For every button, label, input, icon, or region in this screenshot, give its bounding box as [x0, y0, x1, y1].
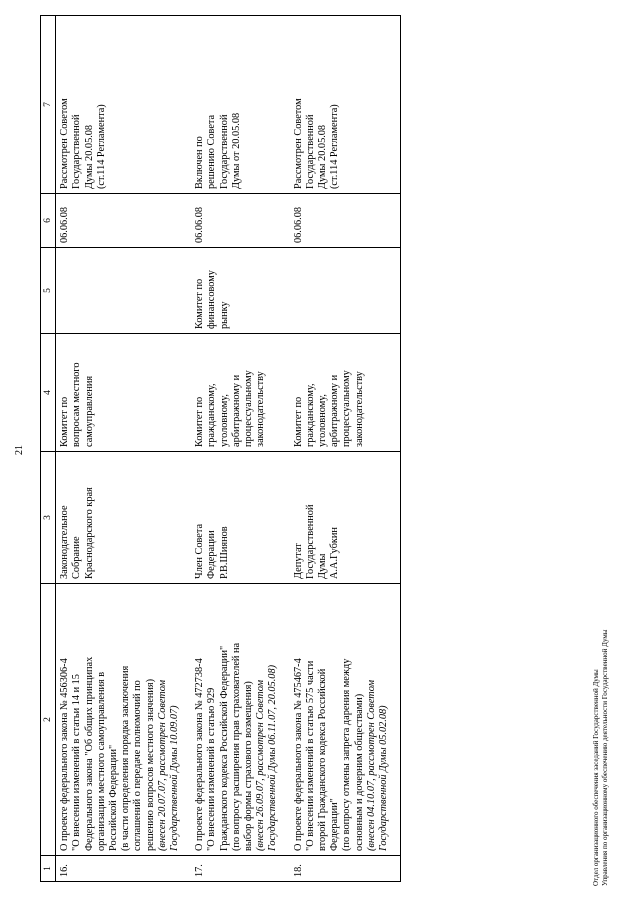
header-cell: 5: [41, 248, 56, 334]
status-line: Государственной: [218, 114, 230, 189]
bill-title-line: выбор формы страхового возмещения): [243, 681, 255, 851]
bill-title-line: О проекте федерального закона № 456306-4: [59, 658, 71, 851]
author-line: Член Совета: [194, 523, 206, 579]
status-line: Думы 20.05.08: [83, 124, 95, 189]
author-line: Краснодарского края: [83, 487, 95, 579]
committee-line: Комитет по: [292, 396, 304, 447]
bill-title-line: соглашений о передаче полномочий по: [132, 680, 144, 851]
committee-line: гражданскому,: [206, 383, 218, 447]
bill-note-line: (внесен 26.09.07, рассмотрен Советом: [255, 679, 267, 851]
page-number: 21: [14, 445, 25, 455]
footer-line: Управления по организационному обеспечению деятельности Государственной Думы: [601, 629, 609, 886]
committee-line: арбитражному и: [230, 374, 242, 447]
co-committee-line: Комитет по: [194, 278, 206, 329]
date-cell: 06.06.08: [191, 194, 289, 248]
header-cell: 3: [41, 452, 56, 584]
status-line: Государственной: [71, 114, 83, 189]
committee-line: процессуальному: [243, 370, 255, 447]
author-line: Депутат: [292, 543, 304, 579]
bill-note-line: Государственной Думы 05.02.08): [378, 705, 390, 851]
bill-row: [191, 16, 289, 882]
bill-title-line: (по вопросу отмены запрета дарения между: [341, 658, 353, 851]
date-cell: 06.06.08: [290, 194, 401, 248]
bill-title-line: Федерального закона "Об общих принципах: [83, 656, 95, 851]
status-line: Думы 20.05.08: [317, 124, 329, 189]
bill-title-line: решению вопросов местного значения): [144, 678, 156, 851]
bill-title-line: (в части определения порядка заключения: [120, 665, 132, 851]
bill-title-line: "О внесении изменений в статью 575 части: [304, 660, 316, 851]
author-cell: [191, 452, 289, 584]
author-line: Собрание: [71, 536, 83, 579]
author-line: Р.В.Шиянов: [218, 526, 230, 579]
co-committee-line: рынку: [218, 301, 230, 329]
author-line: Государственной: [304, 504, 316, 579]
committee-cell: [290, 334, 401, 452]
bill-title-line: "О внесении изменений в статьи 14 и 15: [71, 674, 83, 851]
committee-line: законодательству: [255, 371, 267, 447]
status-line: Думы от 20.05.08: [230, 112, 242, 189]
status-cell: [191, 16, 289, 194]
bill-note-line: Государственной Думы 10.09.07): [169, 705, 181, 851]
bill-title-line: (по вопросу расширения прав страхователей на: [230, 642, 242, 851]
committee-line: арбитражному и: [329, 374, 341, 447]
committee-cell: [56, 334, 192, 452]
co-committee-cell: [56, 248, 192, 334]
author-cell: [56, 452, 192, 584]
co-committee-cell: [290, 248, 401, 334]
status-cell: [290, 16, 401, 194]
status-line: Рассмотрен Советом: [292, 98, 304, 189]
header-cell: 4: [41, 334, 56, 452]
bill-title-line: организации местного самоуправления в: [95, 671, 107, 851]
date-cell: 06.06.08: [56, 194, 192, 248]
header-cell: 6: [41, 194, 56, 248]
bill-title-line: Гражданского кодекса Российской Федерации": [218, 645, 230, 851]
header-cell: 2: [41, 584, 56, 856]
header-cell: 7: [41, 16, 56, 194]
bill-row: [290, 16, 401, 882]
header-cell: 1: [41, 856, 56, 882]
bill-title-line: О проекте федерального закона № 475467-4: [292, 658, 304, 851]
bill-title-line: О проекте федерального закона № 472738-4: [194, 658, 206, 851]
bill-note-line: Государственной Думы 06.11.07, 20.05.08): [267, 664, 279, 851]
bill-row: [56, 16, 192, 882]
status-line: Включен по: [194, 136, 206, 189]
co-committee-cell: [191, 248, 289, 334]
status-line: (ст.114 Регламента): [95, 104, 107, 189]
committee-line: Комитет по: [194, 396, 206, 447]
status-cell: [56, 16, 192, 194]
bill-title-line: основным и дочерним обществами): [353, 693, 365, 851]
author-cell: [290, 452, 401, 584]
committee-line: Комитет по: [59, 396, 71, 447]
header-row: [41, 16, 56, 882]
bill-title-line: "О внесении изменений в статью 929: [206, 687, 218, 851]
author-line: Думы: [317, 553, 329, 579]
bill-title-cell: [56, 584, 192, 856]
bills-table: [40, 15, 401, 882]
bill-title-cell: [191, 584, 289, 856]
author-line: Законодательное: [59, 505, 71, 579]
row-number: 16.: [56, 856, 192, 882]
bill-title-line: второй Гражданского кодекса Российской: [317, 668, 329, 851]
committee-cell: [191, 334, 289, 452]
bill-title-line: Российской Федерации": [108, 744, 120, 851]
status-line: Государственной: [304, 114, 316, 189]
status-line: решению Совета: [206, 114, 218, 189]
status-line: Рассмотрен Советом: [59, 98, 71, 189]
committee-line: уголовному,: [317, 394, 329, 447]
author-line: Федерации: [206, 530, 218, 579]
co-committee-line: финансовому: [206, 270, 218, 329]
footer-line: Отдел организационного обеспечения заседаний Государственной Думы: [592, 669, 600, 886]
bill-note-line: (внесен 04.10.07, рассмотрен Советом: [365, 679, 377, 851]
row-number: 17.: [191, 856, 289, 882]
footer: [592, 630, 610, 886]
committee-line: процессуальному: [341, 370, 353, 447]
committee-line: уголовному,: [218, 394, 230, 447]
committee-line: вопросам местного: [71, 362, 83, 447]
status-line: (ст.114 Регламента): [329, 104, 341, 189]
bill-note-line: (внесен 20.07.07, рассмотрен Советом: [156, 679, 168, 851]
committee-line: законодательству: [353, 371, 365, 447]
bill-title-line: Федерации": [329, 798, 341, 851]
row-number: 18.: [290, 856, 401, 882]
bill-title-cell: [290, 584, 401, 856]
committee-line: гражданскому,: [304, 383, 316, 447]
author-line: А.А.Губкин: [329, 527, 341, 579]
committee-line: самоуправления: [83, 375, 95, 447]
